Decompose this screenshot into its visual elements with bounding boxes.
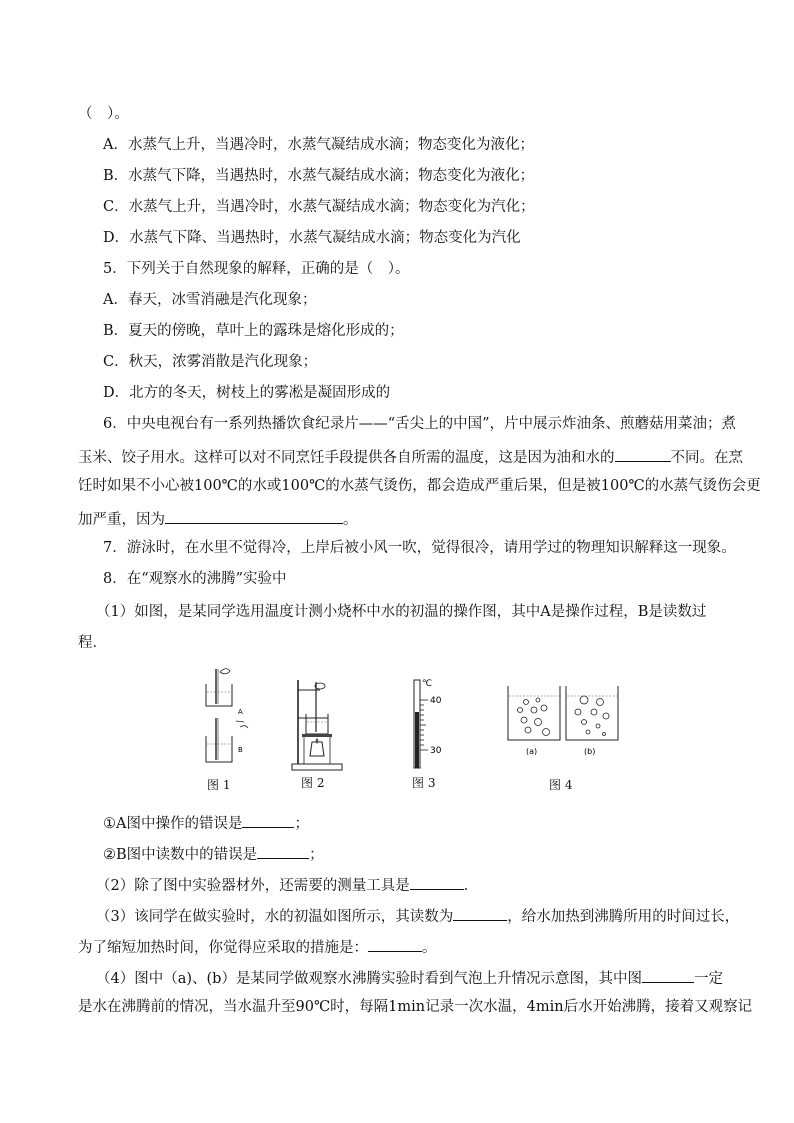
fig3-tick-bottom: 30 bbox=[430, 746, 442, 756]
q8-part-2-text: （2）除了图中实验器材外，还需要的测量工具是 bbox=[96, 878, 410, 894]
figure-3 bbox=[408, 676, 458, 772]
figure-1 bbox=[196, 664, 266, 774]
q8-sub-1-end: ； bbox=[294, 816, 309, 832]
q8-part-4-line-1-end: 一定 bbox=[693, 971, 723, 987]
fig4-beaker-b bbox=[566, 686, 618, 740]
fig3-unit: ℃ bbox=[422, 679, 433, 689]
q6-blank-1[interactable] bbox=[615, 445, 671, 462]
q8-sub-1 bbox=[103, 811, 309, 834]
q6-line-4 bbox=[78, 507, 358, 530]
q4-option-b: B．水蒸气下降，当遇热时，水蒸气凝结成水滴；物态变化为液化； bbox=[103, 168, 535, 184]
figure-4 bbox=[504, 680, 624, 770]
q5-option-d: D．北方的冬天，树枝上的雾凇是凝固形成的 bbox=[103, 385, 391, 401]
q8-part-3-blank-2[interactable] bbox=[368, 935, 422, 952]
fig1-label-b: B bbox=[238, 746, 243, 754]
q5-stem: 5．下列关于自然现象的解释，正确的是（ ）。 bbox=[103, 261, 410, 277]
q6-line-1: 6．中央电视台有一系列热播饮食纪录片——“舌尖上的中国”，片中展示炸油条、煎蘑菇用菜油；煮 bbox=[103, 416, 737, 432]
q8-part1-line-1: （1）如图，是某同学选用温度计测小烧杯中水的初温的操作图，其中A是操作过程，B是读数过 bbox=[96, 604, 707, 620]
fig1-beaker-a bbox=[206, 669, 232, 706]
q6-line-2 bbox=[78, 445, 743, 468]
q6-line-2-start: 玉米、饺子用水。这样可以对不同烹饪手段提供各自所需的温度，这是因为油和水的 bbox=[78, 450, 615, 466]
q8-sub-2-blank[interactable] bbox=[257, 842, 309, 859]
q5-option-c: C．秋天，浓雾消散是汽化现象； bbox=[103, 354, 318, 370]
q8-part-2-blank[interactable] bbox=[410, 873, 464, 890]
q8-part-3-line-1-start: （3）该同学在做实验时，水的初温如图所示，其读数为 bbox=[96, 909, 454, 925]
q8-part-4-line-1 bbox=[96, 966, 723, 989]
fig4-caption: 图 4 bbox=[549, 778, 573, 792]
q4-stem-end: （ ）。 bbox=[78, 106, 129, 122]
q8-part-3-line-2-start: 为了缩短加热时间，你觉得应采取的措施是： bbox=[78, 940, 368, 956]
q8-stem: 8．在“观察水的沸腾”实验中 bbox=[103, 571, 287, 587]
q8-part-3-line-1-end: ，给水加热到沸腾所用的时间过长， bbox=[507, 909, 740, 925]
q8-part-4-line-1-start: （4）图中（a)、(b）是某同学做观察水沸腾实验时看到气泡上升情况示意图，其中图 bbox=[96, 971, 642, 987]
fig2-caption: 图 2 bbox=[301, 776, 325, 790]
q8-part-3-blank-1[interactable] bbox=[453, 904, 507, 921]
q8-part-3-line-1 bbox=[96, 904, 739, 927]
q4-option-a: A．水蒸气上升，当遇冷时，水蒸气凝结成水滴；物态变化为液化； bbox=[103, 137, 534, 153]
q8-part-3-line-2-end: 。 bbox=[422, 940, 437, 956]
q4-option-d: D．水蒸气下降、当遇热时，水蒸气凝结成水滴；物态变化为汽化 bbox=[103, 230, 521, 246]
q8-sub-2 bbox=[103, 842, 324, 865]
fig1-beaker-b bbox=[206, 718, 232, 762]
q8-sub-1-blank[interactable] bbox=[242, 811, 294, 828]
q8-sub-1-text: ①A图中操作的错误是 bbox=[103, 816, 243, 832]
q8-part-2 bbox=[96, 873, 478, 896]
q6-line-4-end: 。 bbox=[343, 512, 358, 528]
q8-part1-line-2: 程． bbox=[78, 635, 107, 651]
q6-line-4-start: 加严重，因为 bbox=[78, 512, 165, 528]
q4-option-c: C．水蒸气上升，当遇冷时，水蒸气凝结成水滴；物态变化为汽化； bbox=[103, 199, 535, 215]
q5-option-b: B．夏天的傍晚，草叶上的露珠是熔化形成的； bbox=[103, 323, 404, 339]
q8-part-4-blank[interactable] bbox=[642, 966, 694, 983]
q5-option-a: A．春天，冰雪消融是汽化现象； bbox=[103, 292, 317, 308]
fig1-label-a: A bbox=[238, 708, 243, 716]
q6-line-2-end: 不同。在烹 bbox=[670, 450, 743, 466]
q8-part-2-end: ． bbox=[463, 878, 479, 894]
figure-2 bbox=[286, 676, 346, 776]
q8-sub-2-text: ②B图中读数中的错误是 bbox=[103, 847, 258, 863]
q8-sub-2-end: ； bbox=[309, 847, 324, 863]
fig4-beaker-a bbox=[508, 686, 560, 740]
fig1-caption: 图 1 bbox=[207, 778, 231, 792]
q8-part-3-line-2 bbox=[78, 935, 437, 958]
q8-part-4-line-2: 是水在沸腾前的情况，当水温升至90℃时，每隔1min记录一次水温，4min后水开始沸腾，接着又观察记 bbox=[78, 999, 753, 1015]
fig3-tick-top: 40 bbox=[430, 696, 442, 706]
q6-line-3: 饪时如果不小心被100℃的水或100℃的水蒸气烫伤，都会造成严重后果，但是被100℃的水蒸气烫伤会更 bbox=[78, 478, 761, 494]
fig4-label-a: (a) bbox=[526, 747, 538, 756]
q6-blank-2[interactable] bbox=[165, 507, 343, 524]
fig4-label-b: (b) bbox=[584, 747, 596, 756]
fig3-caption: 图 3 bbox=[412, 776, 436, 790]
q7-text: 7．游泳时，在水里不觉得冷，上岸后被小风一吹，觉得很冷，请用学过的物理知识解释这一现象。 bbox=[103, 540, 736, 556]
